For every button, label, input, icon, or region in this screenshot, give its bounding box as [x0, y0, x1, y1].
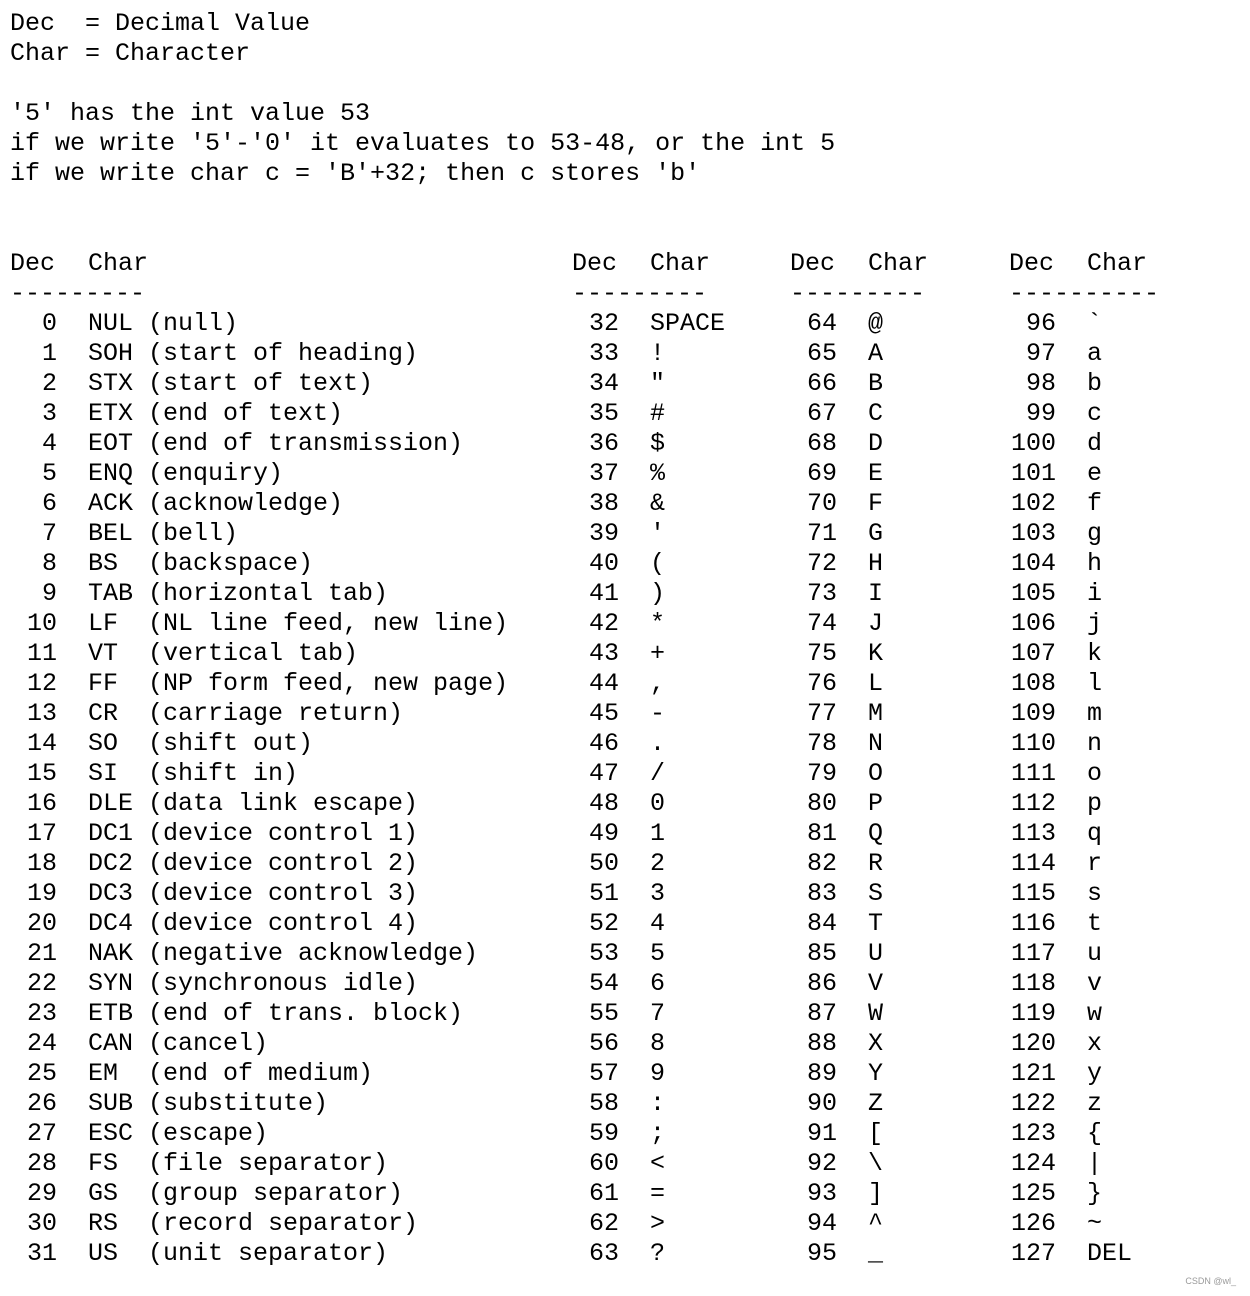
dec-value: 83: [806, 879, 837, 908]
dec-value: 89: [806, 1059, 837, 1088]
char-value: a: [1087, 339, 1103, 368]
dec-value: 25: [26, 1059, 57, 1088]
char-value: SYN (synchronous idle): [88, 969, 419, 998]
intro-line-char-legend: Char = Character: [10, 39, 251, 68]
dec-value: 70: [806, 489, 837, 518]
dec-value: 51: [588, 879, 619, 908]
char-value: W: [868, 999, 884, 1028]
header-dec-2: Dec: [572, 249, 618, 278]
dec-value: 120: [1010, 1029, 1056, 1058]
dec-value: 41: [588, 579, 619, 608]
char-value: :: [650, 1089, 666, 1118]
char-value: 1: [650, 819, 666, 848]
char-value: DC4 (device control 4): [88, 909, 419, 938]
char-value: +: [650, 639, 666, 668]
dec-column-3: [790, 309, 837, 1269]
char-value: DC3 (device control 3): [88, 879, 419, 908]
dec-value: 1: [41, 339, 57, 368]
dec-value: 30: [26, 1209, 57, 1238]
dec-value: 80: [806, 789, 837, 818]
char-value: EM (end of medium): [88, 1059, 374, 1088]
dec-value: 14: [26, 729, 57, 758]
char-value: (: [650, 549, 666, 578]
dec-value: 103: [1010, 519, 1056, 548]
dec-value: 10: [26, 609, 57, 638]
dec-value: 22: [26, 969, 57, 998]
dec-value: 44: [588, 669, 619, 698]
char-value: J: [868, 609, 884, 638]
dec-value: 2: [41, 369, 57, 398]
char-value: S: [868, 879, 884, 908]
header-char-3: Char: [868, 249, 929, 278]
char-column-3: [868, 309, 883, 1269]
dec-value: 125: [1010, 1179, 1056, 1208]
dec-value: 38: [588, 489, 619, 518]
char-value: 6: [650, 969, 666, 998]
dec-value: 68: [806, 429, 837, 458]
dec-value: 36: [588, 429, 619, 458]
char-value: SUB (substitute): [88, 1089, 329, 1118]
dec-value: 47: [588, 759, 619, 788]
char-value: ~: [1087, 1209, 1103, 1238]
char-value: i: [1087, 579, 1103, 608]
char-value: US (unit separator): [88, 1239, 389, 1268]
char-value: ": [650, 369, 666, 398]
header-char-1: Char: [88, 249, 149, 278]
char-value: SO (shift out): [88, 729, 314, 758]
dec-value: 5: [41, 459, 57, 488]
char-value: I: [868, 579, 884, 608]
dec-value: 26: [26, 1089, 57, 1118]
dec-value: 79: [806, 759, 837, 788]
dec-value: 102: [1010, 489, 1056, 518]
dec-value: 43: [588, 639, 619, 668]
dec-value: 11: [26, 639, 57, 668]
watermark: CSDN @wl_: [1185, 1276, 1236, 1286]
dec-column-2: [572, 309, 619, 1269]
char-value: y: [1087, 1059, 1103, 1088]
dec-value: 119: [1010, 999, 1056, 1028]
dec-value: 20: [26, 909, 57, 938]
dec-value: 17: [26, 819, 57, 848]
dec-value: 21: [26, 939, 57, 968]
char-value: N: [868, 729, 884, 758]
char-value: e: [1087, 459, 1103, 488]
char-value: Y: [868, 1059, 884, 1088]
char-value: $: [650, 429, 666, 458]
dec-value: 61: [588, 1179, 619, 1208]
header-dec-1: Dec: [10, 249, 56, 278]
dec-value: 45: [588, 699, 619, 728]
char-value: EOT (end of transmission): [88, 429, 464, 458]
char-value: H: [868, 549, 884, 578]
char-value: B: [868, 369, 884, 398]
separator-3: ---------: [790, 279, 926, 308]
char-value: =: [650, 1179, 666, 1208]
char-value: FS (file separator): [88, 1149, 389, 1178]
char-value: m: [1087, 699, 1103, 728]
dec-value: 50: [588, 849, 619, 878]
dec-value: 52: [588, 909, 619, 938]
dec-value: 112: [1010, 789, 1056, 818]
dec-value: 95: [806, 1239, 837, 1268]
char-value: r: [1087, 849, 1103, 878]
dec-value: 73: [806, 579, 837, 608]
dec-value: 91: [806, 1119, 837, 1148]
char-value: P: [868, 789, 884, 818]
char-value: 3: [650, 879, 666, 908]
dec-value: 64: [806, 309, 837, 338]
dec-value: 9: [41, 579, 57, 608]
char-value: c: [1087, 399, 1103, 428]
dec-value: 4: [41, 429, 57, 458]
dec-value: 81: [806, 819, 837, 848]
char-value: DLE (data link escape): [88, 789, 419, 818]
char-value: #: [650, 399, 666, 428]
dec-value: 0: [41, 309, 57, 338]
char-value: 5: [650, 939, 666, 968]
dec-value: 49: [588, 819, 619, 848]
char-value: z: [1087, 1089, 1103, 1118]
char-value: }: [1087, 1179, 1103, 1208]
char-value: Z: [868, 1089, 884, 1118]
dec-value: 58: [588, 1089, 619, 1118]
char-value: ESC (escape): [88, 1119, 269, 1148]
dec-value: 40: [588, 549, 619, 578]
dec-value: 86: [806, 969, 837, 998]
char-value: CR (carriage return): [88, 699, 404, 728]
dec-value: 39: [588, 519, 619, 548]
dec-value: 23: [26, 999, 57, 1028]
char-value: L: [868, 669, 884, 698]
intro-line-char-add: if we write char c = 'B'+32; then c stores 'b': [10, 159, 701, 188]
dec-value: 90: [806, 1089, 837, 1118]
char-value: ^: [868, 1209, 884, 1238]
char-value: k: [1087, 639, 1103, 668]
dec-value: 54: [588, 969, 619, 998]
header-char-4: Char: [1087, 249, 1148, 278]
char-value: A: [868, 339, 884, 368]
dec-value: 76: [806, 669, 837, 698]
dec-value: 111: [1010, 759, 1056, 788]
dec-value: 108: [1010, 669, 1056, 698]
char-value: q: [1087, 819, 1103, 848]
dec-value: 99: [1025, 399, 1056, 428]
intro-line-int-value: '5' has the int value 53: [10, 99, 371, 128]
char-value: u: [1087, 939, 1103, 968]
char-value: U: [868, 939, 884, 968]
char-value: NAK (negative acknowledge): [88, 939, 479, 968]
dec-value: 35: [588, 399, 619, 428]
char-value: @: [868, 309, 884, 338]
char-column-2: [650, 309, 725, 1269]
dec-value: 115: [1010, 879, 1056, 908]
char-value: ACK (acknowledge): [88, 489, 344, 518]
separator-4: ----------: [1009, 279, 1160, 308]
char-column-4: [1087, 309, 1132, 1269]
char-value: G: [868, 519, 884, 548]
char-value: R: [868, 849, 884, 878]
dec-value: 100: [1010, 429, 1056, 458]
char-value: .: [650, 729, 666, 758]
char-value: `: [1087, 309, 1103, 338]
char-value: &: [650, 489, 666, 518]
dec-value: 57: [588, 1059, 619, 1088]
dec-value: 107: [1010, 639, 1056, 668]
dec-value: 106: [1010, 609, 1056, 638]
dec-value: 110: [1010, 729, 1056, 758]
dec-value: 98: [1025, 369, 1056, 398]
char-value: C: [868, 399, 884, 428]
char-value: t: [1087, 909, 1103, 938]
char-value: DEL: [1087, 1239, 1133, 1268]
char-value: [: [868, 1119, 884, 1148]
char-value: ENQ (enquiry): [88, 459, 284, 488]
dec-value: 84: [806, 909, 837, 938]
char-value: *: [650, 609, 666, 638]
dec-value: 3: [41, 399, 57, 428]
char-value: T: [868, 909, 884, 938]
separator-2: ---------: [572, 279, 708, 308]
dec-value: 46: [588, 729, 619, 758]
char-value: !: [650, 339, 666, 368]
char-value: l: [1087, 669, 1103, 698]
dec-value: 31: [26, 1239, 57, 1268]
char-value: DC2 (device control 2): [88, 849, 419, 878]
dec-value: 85: [806, 939, 837, 968]
char-value: ': [650, 519, 666, 548]
dec-value: 117: [1010, 939, 1056, 968]
dec-value: 53: [588, 939, 619, 968]
dec-value: 121: [1010, 1059, 1056, 1088]
char-value: V: [868, 969, 884, 998]
char-value: BS (backspace): [88, 549, 314, 578]
char-value: Q: [868, 819, 884, 848]
char-value: BEL (bell): [88, 519, 239, 548]
dec-value: 94: [806, 1209, 837, 1238]
char-value: E: [868, 459, 884, 488]
char-value: D: [868, 429, 884, 458]
char-value: 7: [650, 999, 666, 1028]
dec-value: 34: [588, 369, 619, 398]
dec-value: 71: [806, 519, 837, 548]
char-value: {: [1087, 1119, 1103, 1148]
char-value: \: [868, 1149, 884, 1178]
dec-value: 28: [26, 1149, 57, 1178]
intro-line-dec-legend: Dec = Decimal Value: [10, 9, 311, 38]
char-value: f: [1087, 489, 1103, 518]
char-value: |: [1087, 1149, 1103, 1178]
dec-value: 19: [26, 879, 57, 908]
header-dec-3: Dec: [790, 249, 836, 278]
dec-value: 16: [26, 789, 57, 818]
char-value: /: [650, 759, 666, 788]
char-value: -: [650, 699, 666, 728]
dec-value: 13: [26, 699, 57, 728]
dec-value: 78: [806, 729, 837, 758]
dec-value: 82: [806, 849, 837, 878]
dec-value: 96: [1025, 309, 1056, 338]
dec-value: 29: [26, 1179, 57, 1208]
dec-value: 8: [41, 549, 57, 578]
char-value: 2: [650, 849, 666, 878]
char-value: TAB (horizontal tab): [88, 579, 389, 608]
dec-value: 12: [26, 669, 57, 698]
char-value: _: [868, 1239, 884, 1268]
dec-value: 67: [806, 399, 837, 428]
char-value: d: [1087, 429, 1103, 458]
char-value: w: [1087, 999, 1103, 1028]
char-value: CAN (cancel): [88, 1029, 269, 1058]
char-value: ETX (end of text): [88, 399, 344, 428]
char-value: p: [1087, 789, 1103, 818]
dec-value: 59: [588, 1119, 619, 1148]
char-value: K: [868, 639, 884, 668]
char-value: h: [1087, 549, 1103, 578]
dec-value: 27: [26, 1119, 57, 1148]
dec-value: 101: [1010, 459, 1056, 488]
char-value: M: [868, 699, 884, 728]
char-value: 8: [650, 1029, 666, 1058]
char-value: %: [650, 459, 666, 488]
char-value: LF (NL line feed, new line): [88, 609, 509, 638]
dec-value: 74: [806, 609, 837, 638]
dec-value: 15: [26, 759, 57, 788]
dec-value: 7: [41, 519, 57, 548]
dec-value: 87: [806, 999, 837, 1028]
char-value: ]: [868, 1179, 884, 1208]
char-value: 0: [650, 789, 666, 818]
char-value: NUL (null): [88, 309, 239, 338]
char-value: g: [1087, 519, 1103, 548]
char-value: STX (start of text): [88, 369, 374, 398]
header-dec-4: Dec: [1009, 249, 1055, 278]
char-value: RS (record separator): [88, 1209, 419, 1238]
dec-value: 66: [806, 369, 837, 398]
dec-value: 123: [1010, 1119, 1056, 1148]
char-value: ): [650, 579, 666, 608]
char-value: 4: [650, 909, 666, 938]
char-value: VT (vertical tab): [88, 639, 359, 668]
dec-value: 126: [1010, 1209, 1056, 1238]
dec-value: 56: [588, 1029, 619, 1058]
char-value: j: [1087, 609, 1103, 638]
dec-value: 55: [588, 999, 619, 1028]
char-value: ;: [650, 1119, 666, 1148]
char-value: ,: [650, 669, 666, 698]
dec-value: 116: [1010, 909, 1056, 938]
dec-value: 88: [806, 1029, 837, 1058]
dec-value: 33: [588, 339, 619, 368]
char-value: SOH (start of heading): [88, 339, 419, 368]
dec-value: 75: [806, 639, 837, 668]
dec-value: 72: [806, 549, 837, 578]
char-value: FF (NP form feed, new page): [88, 669, 509, 698]
char-value: <: [650, 1149, 666, 1178]
dec-value: 37: [588, 459, 619, 488]
dec-value: 127: [1010, 1239, 1056, 1268]
dec-value: 124: [1010, 1149, 1056, 1178]
dec-value: 65: [806, 339, 837, 368]
char-value: n: [1087, 729, 1103, 758]
dec-value: 104: [1010, 549, 1056, 578]
char-value: x: [1087, 1029, 1103, 1058]
dec-value: 18: [26, 849, 57, 878]
dec-value: 114: [1010, 849, 1056, 878]
char-value: >: [650, 1209, 666, 1238]
dec-value: 63: [588, 1239, 619, 1268]
char-value: ?: [650, 1239, 666, 1268]
separator-1: ---------: [10, 279, 146, 308]
dec-value: 42: [588, 609, 619, 638]
dec-value: 105: [1010, 579, 1056, 608]
dec-column-1: [10, 309, 57, 1269]
dec-value: 122: [1010, 1089, 1056, 1118]
char-column-1: [88, 309, 508, 1269]
intro-line-subtraction: if we write '5'-'0' it evaluates to 53-48, or the int 5: [10, 129, 836, 158]
dec-value: 69: [806, 459, 837, 488]
dec-value: 93: [806, 1179, 837, 1208]
char-value: b: [1087, 369, 1103, 398]
char-value: ETB (end of trans. block): [88, 999, 464, 1028]
char-value: SI (shift in): [88, 759, 299, 788]
dec-value: 97: [1025, 339, 1056, 368]
char-value: O: [868, 759, 884, 788]
dec-value: 109: [1010, 699, 1056, 728]
dec-value: 77: [806, 699, 837, 728]
dec-value: 24: [26, 1029, 57, 1058]
header-char-2: Char: [650, 249, 711, 278]
char-value: 9: [650, 1059, 666, 1088]
char-value: X: [868, 1029, 884, 1058]
dec-value: 60: [588, 1149, 619, 1178]
dec-value: 62: [588, 1209, 619, 1238]
dec-value: 113: [1010, 819, 1056, 848]
dec-value: 6: [41, 489, 57, 518]
char-value: s: [1087, 879, 1103, 908]
char-value: v: [1087, 969, 1103, 998]
dec-value: 92: [806, 1149, 837, 1178]
char-value: o: [1087, 759, 1103, 788]
dec-value: 118: [1010, 969, 1056, 998]
dec-value: 48: [588, 789, 619, 818]
char-value: SPACE: [650, 309, 726, 338]
char-value: GS (group separator): [88, 1179, 404, 1208]
dec-column-4: [1009, 309, 1056, 1269]
dec-value: 32: [588, 309, 619, 338]
char-value: F: [868, 489, 884, 518]
char-value: DC1 (device control 1): [88, 819, 419, 848]
